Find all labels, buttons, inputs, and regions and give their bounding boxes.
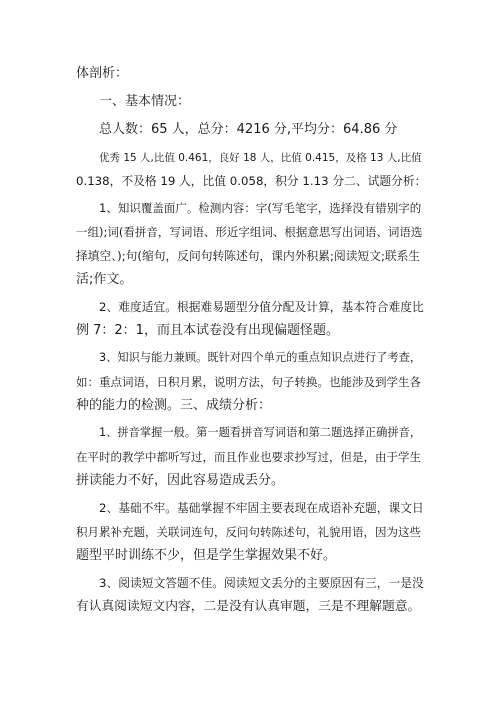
text-line: 拼读能力不好，因此容易造成丢分。 xyxy=(76,473,285,488)
text-line: 题型平时训练不少，但是学生掌握效果不好。 xyxy=(76,548,337,563)
text-line: 0.138，不及格 19 人，比值 0.058，积分 1.13 分二、试题分析： xyxy=(76,174,427,188)
text-line: 3、阅读短文答题不佳。阅读短文丢分的主要原因有三，一是没 xyxy=(99,576,424,590)
text-line: 在平时的教学中都听写过，而且作业也要求抄写过，但是，由于学生 xyxy=(76,450,421,464)
text-line: 2、基础不牢。基础掌握不牢固主要表现在成语补充题，课文日 xyxy=(99,501,424,515)
text-line: 种的能力的检测。三、成绩分析： xyxy=(76,398,272,413)
text-line: 3、知识与能力兼顾。既针对四个单元的重点知识点进行了考查， xyxy=(99,351,422,364)
text-line: 1、知识覆盖面广。检测内容：字(写毛笔字，选择没有错别字的 xyxy=(99,201,422,215)
text-line: 有认真阅读短文内容，二是没有认真审题，三是不理解题意。 xyxy=(76,599,421,614)
text-line: 1、拼音掌握一般。第一题看拼音写词语和第二题选择正确拼音， xyxy=(99,426,422,439)
text-line: 活;作文。 xyxy=(76,272,133,287)
text-line: 体剖析： xyxy=(76,66,129,81)
text-line: 总人数：65 人，总分：4216 分,平均分：64.86 分 xyxy=(99,122,398,137)
section-heading: 一、基本情况： xyxy=(99,94,191,109)
text-line: 优秀 15 人,比值 0.461，良好 18 人，比值 0.415，及格 13 人,比值 xyxy=(99,152,422,164)
text-line: 例 7：2：1，而且本试卷没有出现偏题怪题。 xyxy=(76,323,339,338)
text-line: 积月累补充题，关联词连句，反问句转陈述句，礼貌用语，因为这些 xyxy=(76,525,421,539)
text-line: 如：重点词语，日积月累，说明方法，句子转换。也能涉及到学生各 xyxy=(76,375,421,389)
text-line: 择填空、);句(缩句，反问句转陈述句，课内外积累;阅读短文;联系生 xyxy=(76,249,421,263)
text-line: 一组);词(看拼音，写词语、形近字组词、根据意思写出词语、词语选 xyxy=(76,225,423,239)
text-line: 2、难度适宜。根据难易题型分值分配及计算，基本符合难度比 xyxy=(99,300,424,314)
